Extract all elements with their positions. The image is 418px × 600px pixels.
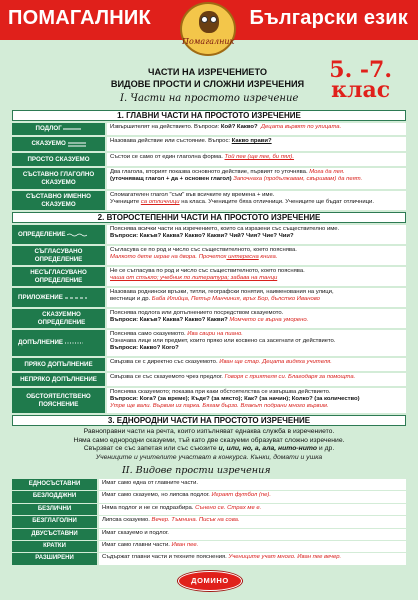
label-podlog bbox=[12, 123, 105, 135]
c3-line-3c: и др. bbox=[317, 445, 335, 452]
label-saglasuvano: СЪГЛАСУВАНО ОПРЕДЕЛЕНИЕ bbox=[12, 246, 105, 265]
sko-example: Момчето се върна уморено. bbox=[229, 317, 309, 324]
kos-example: Говоря с приятеля си. Благодаря за помощта. bbox=[224, 374, 356, 380]
label-prilozhenie bbox=[12, 288, 105, 307]
sgl-definition-2: (уточняващ глагол + да + основен глагол) bbox=[110, 176, 234, 183]
sim-ex-d: Учениците бяха отличници. bbox=[208, 199, 284, 206]
label-obstoyatelstveno: ОБСТОЯТЕЛСТВЕНО ПОЯСНЕНИЕ bbox=[12, 388, 105, 413]
cell-pryako bbox=[107, 358, 406, 371]
opr-definition: Пояснява всички части на изречението, които са изразени със съществително име. bbox=[110, 226, 340, 232]
label-opredelenie-text: ОПРЕДЕЛЕНИЕ bbox=[18, 230, 66, 238]
sko-questions: Въпроси: Какъв? Каква? Какво? Какви? bbox=[110, 317, 230, 324]
row-skazuemo bbox=[12, 137, 406, 152]
skazuemo-question: Какво прави? bbox=[231, 138, 272, 144]
sogl-ex-3: книга. bbox=[258, 254, 278, 261]
cell-skazuemo bbox=[107, 137, 406, 151]
title-line-1: ЧАСТИ НА ИЗРЕЧЕНИЕТО bbox=[148, 67, 267, 77]
obs-questions: Въпроси: Кога? (за време); Къде? (за място); Как? (за начин); Колко? (за количество) bbox=[110, 396, 360, 403]
cell-sastavno-glagolno bbox=[107, 168, 406, 189]
header-title-left: ПОМАГАЛНИК bbox=[8, 7, 151, 29]
dop-definition: Пояснява само сказуемото. bbox=[110, 331, 188, 337]
wavy-underline-icon bbox=[67, 233, 87, 237]
sgl-example-2: Започнаха (продължавам, свършвам) да пеят. bbox=[233, 176, 363, 183]
pr-definition: Свързва се с директно със сказуемото. bbox=[110, 359, 220, 365]
pril-definition-2: вестници и др. bbox=[110, 296, 152, 303]
sentence-type-text: Имат само сказуемо, но липсва подлог. bbox=[102, 492, 212, 499]
row-skazuemno-opredelenie bbox=[12, 309, 406, 329]
skazuemo-definition: Назовава действие или състояние. Въпрос: bbox=[110, 138, 232, 144]
label-pryako: ПРЯКО ДОПЪЛНЕНИЕ bbox=[12, 358, 105, 371]
row-pryako bbox=[12, 358, 406, 372]
sim-definition: Спомагателен глагол "съм" във всичките му времена + име. bbox=[110, 192, 275, 198]
row-nesaglasuvano bbox=[12, 267, 406, 287]
sgl-definition-1: Два глагола, вторият показва основното действие, първият го уточнява. bbox=[110, 169, 310, 175]
label-kosveno: НЕПРЯКО ДОПЪЛНЕНИЕ bbox=[12, 373, 105, 386]
row-prilozhenie bbox=[12, 288, 406, 308]
sentence-type-label: БЕЗЛОДДЖНИ bbox=[12, 491, 97, 502]
sentence-type-label: БЕЗГЛАГОЛНИ bbox=[12, 516, 97, 527]
grade-badge bbox=[329, 57, 392, 103]
double-underline-icon bbox=[68, 142, 86, 147]
title-line-2: ВИДОВЕ ПРОСТИ И СЛОЖНИ ИЗРЕЧЕНИЯ bbox=[110, 79, 305, 89]
sastavno-glagolno-line-1 bbox=[110, 169, 403, 176]
dop-example: Ива свири на пиано. bbox=[187, 331, 243, 337]
logo-text: Помагалник bbox=[182, 37, 235, 46]
obs-example: Утре ще вали. Вървим из парка. Бягам бързо. Влакът подрани много вървим. bbox=[110, 403, 329, 410]
pr-example: Иван ще стар. Децата видяха учителя. bbox=[219, 359, 332, 365]
c3-conjunctions: и, или, но, а, ала, нито-нито bbox=[218, 445, 318, 452]
row-opredelenie bbox=[12, 225, 406, 245]
poster-title bbox=[80, 66, 335, 90]
sentence-type-label: ДВУСЪСТАВНИ bbox=[12, 529, 97, 540]
label-prilozhenie-text: ПРИЛОЖЕНИЕ bbox=[18, 293, 63, 301]
cell-skazuemno-opredelenie bbox=[107, 309, 406, 328]
owl-eye-left bbox=[201, 16, 208, 23]
pril-definition: Назовава роднински връзки, титли, географски понятия, наименования на улици, bbox=[110, 289, 334, 295]
sogl-ex-2: интересна bbox=[226, 254, 259, 261]
sentence-type-example: Иван пее. bbox=[171, 542, 199, 548]
podlog-questions: Кой? Какво? bbox=[220, 124, 258, 130]
sentence-type-text: Съдържат главни части и техните пояснения. bbox=[102, 554, 229, 561]
row-kosveno bbox=[12, 373, 406, 387]
podlog-definition: Извършителят на действието. Въпроси: bbox=[110, 124, 221, 130]
subtitle-section-1: I. Части на простото изречение bbox=[120, 93, 299, 104]
cell-nesaglasuvano bbox=[107, 267, 406, 286]
c3-line-2: Няма само еднородни сказуеми, тъй като две сказуеми образуват сложно изречение. bbox=[73, 436, 345, 444]
sentence-type-example: Учениците учат много. Иван пее вечер. bbox=[228, 554, 342, 561]
dash-underline-icon bbox=[65, 296, 87, 300]
sentence-type-example: Сънено се. Страх ме е. bbox=[195, 504, 262, 511]
sentence-type-text: Имат само главни части. bbox=[102, 542, 172, 548]
sentence-type-label: ЕДНОСЪСТАВНИ bbox=[12, 479, 97, 490]
sentence-type-example: Играят футбол (ne). bbox=[211, 492, 272, 499]
c3-example: Учениците и учителите участват в конкурса. Кънки, домати и ушка bbox=[95, 453, 323, 461]
opr-questions: Въпроси: Какъв? Каква? Какво? Какви? Чий? Чия? Чие? Чии? bbox=[110, 233, 294, 240]
grade-word: клас bbox=[331, 77, 391, 103]
sgl-example-1: Мога да пея. bbox=[309, 169, 345, 175]
sim-examples bbox=[110, 199, 403, 206]
sentence-type-text: Липсва сказуемо. bbox=[102, 517, 152, 524]
dotted-underline-icon bbox=[65, 341, 83, 345]
c3-line-3a: Свързват се със запетая или със съюзите bbox=[83, 445, 219, 452]
nes-definition: Не се съгласува по род и число със съществителното, което пояснява. bbox=[110, 268, 305, 274]
sentence-type-text: Имат сказуемо и подлог. bbox=[102, 529, 169, 536]
sentence-type-label: БЕЗЛИЧНИ bbox=[12, 504, 97, 515]
c3-line-1: Равноправни части на речта, които изпълняват еднаква служба в изречението. bbox=[83, 428, 335, 435]
label-podlog-text: ПОДЛОГ bbox=[35, 125, 62, 133]
prosto-definition: Състои се само от един глаголна форма. bbox=[110, 154, 225, 160]
row-dopalnenie bbox=[12, 330, 406, 357]
section-1-heading: 1. ГЛАВНИ ЧАСТИ НА ПРОСТОТО ИЗРЕЧЕНИЕ bbox=[12, 110, 406, 121]
pril-example: Баба Илийца, Петър Манчиния, връх Бор, бълстко Иваново bbox=[151, 296, 320, 303]
label-skazuemo bbox=[12, 137, 105, 151]
sastavno-glagolno-line-2 bbox=[110, 176, 403, 183]
owl-eye-right bbox=[210, 16, 217, 23]
sentence-type-label: КРАТКИ bbox=[12, 541, 97, 552]
kos-definition: Свързва се със сказуемото чрез предлог. bbox=[110, 374, 225, 380]
subtitle-section-2: II. Видове прости изречения bbox=[122, 465, 271, 476]
section-2-heading: 2. ВТОРОСТЕПЕННИ ЧАСТИ НА ПРОСТОТО ИЗРЕЧЕНИЕ bbox=[12, 212, 406, 223]
obs-definition: Пояснява сказуемото; показва при каки обстоятелства се извършва действието. bbox=[110, 389, 331, 395]
header-title-right: Български език bbox=[249, 7, 408, 29]
sentence-type-text: Няма подлог и не се подразбира. bbox=[102, 504, 196, 511]
grade-range: 5. -7. bbox=[329, 57, 392, 83]
podlog-example: Децата вървят по улицата. bbox=[260, 124, 342, 130]
cell-podlog bbox=[107, 123, 406, 135]
domino-logo: ДОМИНО bbox=[178, 571, 242, 591]
label-opredelenie bbox=[12, 225, 105, 244]
sko-definition: Пояснява подлога или допълнението посредством сказуемото. bbox=[110, 310, 284, 316]
row-sastavno-glagolno bbox=[12, 168, 406, 190]
sim-ex-a: Учениците bbox=[110, 199, 141, 206]
single-underline-icon bbox=[63, 127, 81, 131]
sentence-type-example: Вечер. Тъмнина. Писък на сова. bbox=[151, 517, 240, 524]
row-podlog bbox=[12, 123, 406, 136]
label-dopalnenie-text: ДОПЪЛНЕНИЕ bbox=[18, 339, 64, 347]
dop-questions: Въпроси: Какво? Кого? bbox=[110, 345, 179, 352]
row-saglasuvano bbox=[12, 246, 406, 266]
label-nesaglasuvano: НЕСЪГЛАСУВАНО ОПРЕДЕЛЕНИЕ bbox=[12, 267, 105, 286]
row-sastavno-imenno bbox=[12, 191, 406, 211]
nes-example: чаша от стъкло; учебник по литература; забава на танци bbox=[110, 275, 278, 282]
owl-logo bbox=[180, 2, 236, 56]
sko-line-2 bbox=[110, 317, 403, 324]
section-3-heading: 3. ЕДНОРОДНИ ЧАСТИ НА ПРОСТОТО ИЗРЕЧЕНИЕ bbox=[12, 415, 406, 426]
sentence-type-text: Имат само една от главните части. bbox=[102, 480, 199, 486]
pril-example-line bbox=[110, 296, 403, 303]
cell-prosto-skazuemo bbox=[107, 153, 406, 166]
label-dopalnenie bbox=[12, 330, 105, 356]
cell-saglasuvano bbox=[107, 246, 406, 265]
cell-opredelenie bbox=[107, 225, 406, 244]
label-skazuemno-opredelenie: СКАЗУЕМНО ОПРЕДЕЛЕНИЕ bbox=[12, 309, 105, 328]
label-sastavno-imenno: СЪСТАВНО ИМЕННО СКАЗУЕМО bbox=[12, 191, 105, 210]
cell-dopalnenie bbox=[107, 330, 406, 356]
cell-sastavno-imenno bbox=[107, 191, 406, 210]
sogl-example bbox=[110, 254, 403, 261]
sogl-ex-1: Малкото дете играе на двора. Прочетох bbox=[110, 254, 227, 261]
cell-prilozhenie bbox=[107, 288, 406, 307]
sogl-definition: Съгласува се по род и число със съществителното, което пояснява. bbox=[110, 247, 297, 253]
sim-ex-e: Учениците ще бъдат отличници. bbox=[283, 199, 374, 206]
label-skazuemo-text: СКАЗУЕМО bbox=[31, 140, 66, 148]
sim-ex-c: на класа. bbox=[179, 199, 209, 206]
label-sastavno-glagolno: СЪСТАВНО ГЛАГОЛНО СКАЗУЕМО bbox=[12, 168, 105, 189]
cell-kosveno bbox=[107, 373, 406, 386]
prosto-example: Той пее (ще пее, би пял). bbox=[224, 154, 295, 160]
dop-definition-2: Означава лице или предмет, които пряко или косвено са засегнати от действието. bbox=[110, 338, 336, 345]
row-prosto-skazuemo bbox=[12, 153, 406, 167]
sim-ex-b: са отличници bbox=[140, 199, 180, 206]
label-prosto-skazuemo: ПРОСТО СКАЗУЕМО bbox=[12, 153, 105, 166]
sentence-type-label: РАЗШИРЕНИ bbox=[12, 553, 97, 564]
